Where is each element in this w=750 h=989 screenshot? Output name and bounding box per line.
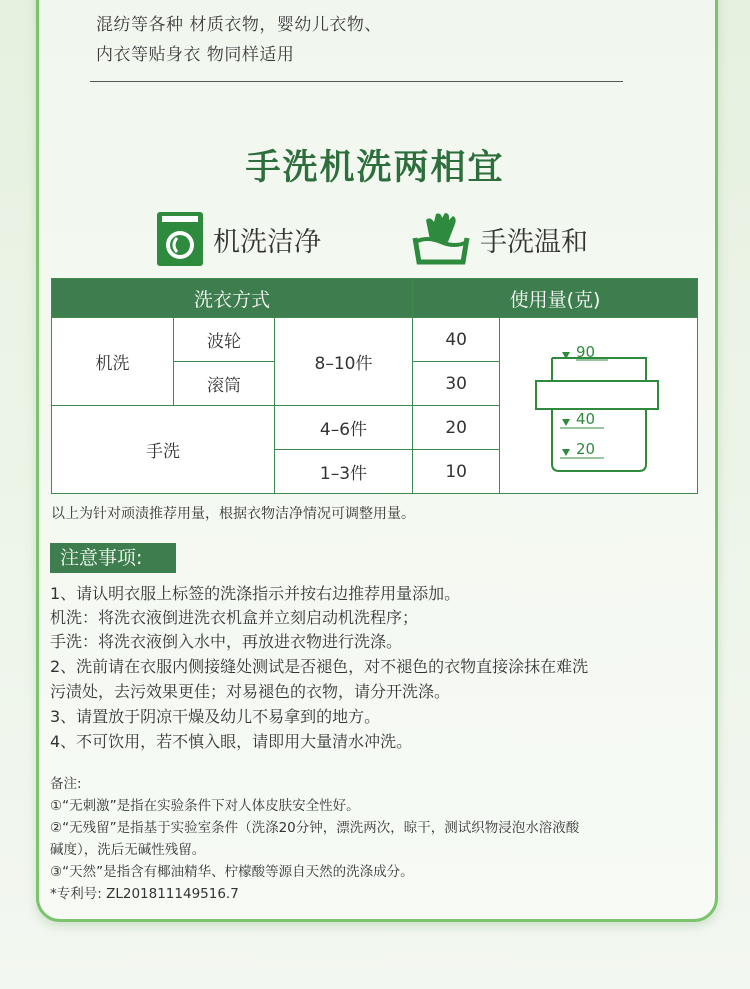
drum-cell: 滚筒 <box>174 362 275 406</box>
amount-cell: 10 <box>413 450 500 494</box>
table-note: 以上为针对顽渍推荐用量，根据衣物洁净情况可调整用量。 <box>51 506 415 522</box>
remark-item: ②“无残留”是指基于实验室条件（洗涤20分钟，漂洗两次，晾干，测试织物浸泡水溶液酸 <box>50 820 580 836</box>
patent-number: *专利号: ZL201811149516.7 <box>50 886 239 902</box>
machine-wash-cell: 机洗 <box>52 318 174 406</box>
machine-wash-label: 机洗洁净 <box>213 226 321 258</box>
usage-table <box>51 278 698 494</box>
mark-90: 90 <box>575 342 595 361</box>
hand-wash-feature <box>412 212 588 266</box>
measuring-cup-icon <box>534 336 664 476</box>
washing-machine-icon <box>157 212 203 266</box>
remarks-title: 备注: <box>50 776 82 792</box>
header-method: 洗衣方式 <box>52 279 413 318</box>
header-amount: 使用量(克) <box>413 279 698 318</box>
mark-40: 40 <box>575 409 595 428</box>
machine-wash-feature <box>157 212 321 266</box>
caution-item: 2、洗前请在衣服内侧接缝处测试是否褪色，对不褪色的衣物直接涂抹在难洗 <box>50 657 589 676</box>
mark-20: 20 <box>575 439 595 458</box>
amount-cell: 40 <box>413 318 500 362</box>
machine-load-cell: 8–10件 <box>275 318 413 406</box>
dose-cup-cell <box>500 318 698 494</box>
hand-wash-label: 手洗温和 <box>480 226 588 258</box>
caution-item: 污渍处，去污效果更佳；对易褪色的衣物，请分开洗涤。 <box>50 682 451 701</box>
intro-line-1: 混纺等各种 材质衣物，婴幼儿衣物、 <box>96 15 382 35</box>
caution-title: 注意事项: <box>50 543 176 573</box>
pulsator-cell: 波轮 <box>174 318 275 362</box>
caution-item: 机洗：将洗衣液倒进洗衣机盒并立刻启动机洗程序； <box>50 608 419 627</box>
hand-load-large-cell: 4–6件 <box>275 406 413 450</box>
remark-item: 碱度），洗后无碱性残留。 <box>50 842 206 858</box>
caution-item: 1、请认明衣服上标签的洗涤指示并按右边推荐用量添加。 <box>50 584 461 603</box>
caution-item: 3、请置放于阴凉干燥及幼儿不易拿到的地方。 <box>50 707 381 726</box>
remark-item: ③“天然”是指含有椰油精华、柠檬酸等源自天然的洗涤成分。 <box>50 864 414 880</box>
caution-item: 4、不可饮用，若不慎入眼，请即用大量清水冲洗。 <box>50 732 413 751</box>
amount-cell: 20 <box>413 406 500 450</box>
caution-item: 手洗：将洗衣液倒入水中，再放进衣物进行洗涤。 <box>50 632 403 651</box>
hand-load-small-cell: 1–3件 <box>275 450 413 494</box>
amount-cell: 30 <box>413 362 500 406</box>
hand-wash-cell: 手洗 <box>52 406 275 494</box>
remark-item: ①“无刺激”是指在实验条件下对人体皮肤安全性好。 <box>50 798 360 814</box>
intro-line-2: 内衣等贴身衣 物同样适用 <box>96 45 295 65</box>
hand-wash-icon <box>412 212 470 266</box>
page-heading: 手洗机洗两相宜 <box>245 148 505 188</box>
divider <box>90 81 623 82</box>
